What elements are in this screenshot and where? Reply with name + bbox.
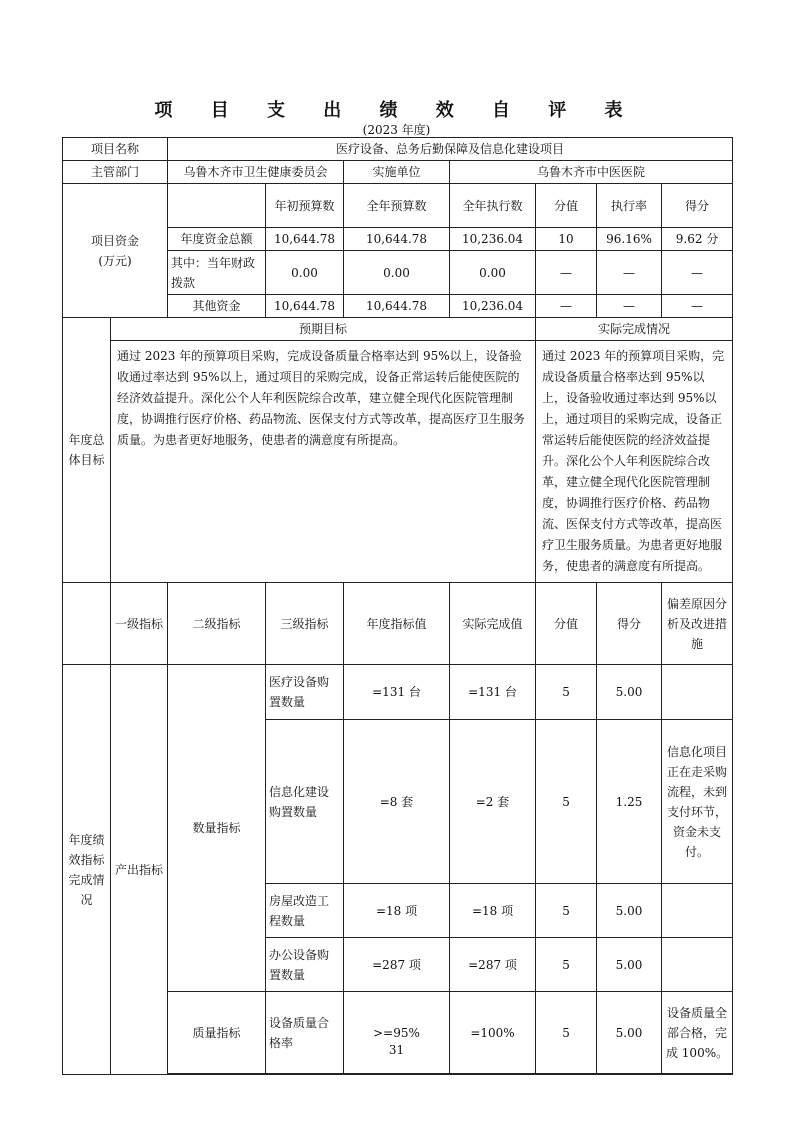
funds-cell: 10,644.78 — [266, 228, 344, 251]
funds-cell: — — [662, 295, 733, 318]
score: 1.25 — [597, 720, 662, 884]
funds-cell: 0.00 — [344, 251, 450, 295]
target-value: =287 项 — [344, 938, 450, 992]
actual-goal-header: 实际完成情况 — [536, 318, 733, 341]
expected-goal-header: 预期目标 — [111, 318, 536, 341]
funds-cell: — — [536, 295, 597, 318]
funds-cell: 10 — [536, 228, 597, 251]
table-bottom-spacer — [168, 1074, 733, 1075]
score-value: 5 — [536, 665, 597, 720]
target-value: =8 套 — [344, 720, 450, 884]
actual-value: =18 项 — [450, 884, 536, 938]
funds-header: 执行率 — [597, 184, 662, 228]
deviation-note — [662, 665, 733, 720]
funds-cell: — — [536, 251, 597, 295]
self-evaluation-table — [62, 137, 733, 1075]
funds-cell: 10,644.78 — [266, 295, 344, 318]
target-value: =131 台 — [344, 665, 450, 720]
indicator-header: 分值 — [536, 583, 597, 665]
level2-indicator: 质量指标 — [168, 992, 266, 1074]
funds-header: 得分 — [662, 184, 733, 228]
deviation-note — [662, 938, 733, 992]
indicator-section-label: 年度绩效指标完成情况 — [63, 665, 111, 1075]
funds-cell: — — [597, 251, 662, 295]
unit-value: 乌鲁木齐市中医医院 — [450, 161, 733, 184]
indicator-header: 年度指标值 — [344, 583, 450, 665]
funds-cell: 10,644.78 — [344, 295, 450, 318]
indicator-header: 三级指标 — [266, 583, 344, 665]
funds-cell: — — [662, 251, 733, 295]
level3-indicator: 房屋改造工程数量 — [266, 884, 344, 938]
actual-value: =100% — [450, 992, 536, 1074]
level3-indicator: 设备质量合格率 — [266, 992, 344, 1074]
funds-cell: 0.00 — [266, 251, 344, 295]
score: 5.00 — [597, 992, 662, 1074]
indicator-header: 实际完成值 — [450, 583, 536, 665]
level2-indicator: 数量指标 — [168, 665, 266, 992]
score: 5.00 — [597, 938, 662, 992]
target-value: >=95% — [344, 992, 450, 1074]
target-value: =18 项 — [344, 884, 450, 938]
funds-cell: 10,644.78 — [344, 228, 450, 251]
project-name-label: 项目名称 — [63, 138, 168, 161]
actual-goal-text: 通过 2023 年的预算项目采购，完成设备质量合格率达到 95%以上，设备验收通过率达到 95%以上，通过项目的采购完成，设备正常运转后能使医院的经济效益提升。深化公个人年利医院综合改革，建立健全现代化医院管理制度，协调推行医疗价格、药品物流、医保支付方式等改革，提高医疗卫生服务质量。为患者更好地服务，使患者的满意度有所提高。 — [536, 341, 733, 583]
indicator-header: 一级指标 — [111, 583, 168, 665]
expected-goal-text: 通过 2023 年的预算项目采购，完成设备质量合格率达到 95%以上，设备验收通过率达到 95%以上，通过项目的采购完成，设备正常运转后能使医院的经济效益提升。深化公个人年利医院综合改革，建立健全现代化医院管理制度，协调推行医疗价格、药品物流、医保支付方式等改革，提高医疗卫生服务质量。为患者更好地服务，使患者的满意度有所提高。 — [111, 341, 536, 583]
funds-cell: 0.00 — [450, 251, 536, 295]
actual-value: =287 项 — [450, 938, 536, 992]
funds-header: 全年预算数 — [344, 184, 450, 228]
funds-cell: 10,236.04 — [450, 228, 536, 251]
project-name: 医疗设备、总务后勤保障及信息化建设项目 — [168, 138, 733, 161]
actual-value: =131 台 — [450, 665, 536, 720]
score-value: 5 — [536, 992, 597, 1074]
funds-header-blank — [168, 184, 266, 228]
funds-row-name: 其他资金 — [168, 295, 266, 318]
score-value: 5 — [536, 938, 597, 992]
funds-cell: 9.62 分 — [662, 228, 733, 251]
deviation-note — [662, 884, 733, 938]
level3-indicator: 医疗设备购置数量 — [266, 665, 344, 720]
funds-cell: 96.16% — [597, 228, 662, 251]
page-subtitle: (2023 年度) — [362, 123, 431, 137]
level3-indicator: 信息化建设购置数量 — [266, 720, 344, 884]
score: 5.00 — [597, 665, 662, 720]
funds-label: 项目资金 (万元) — [63, 184, 168, 318]
funds-header: 全年执行数 — [450, 184, 536, 228]
funds-cell: — — [597, 295, 662, 318]
dept-label: 主管部门 — [63, 161, 168, 184]
score-value: 5 — [536, 884, 597, 938]
indicator-header: 得分 — [597, 583, 662, 665]
page-number: 31 — [388, 1043, 405, 1057]
indicator-header: 偏差原因分析及改进措施 — [662, 583, 733, 665]
score-value: 5 — [536, 720, 597, 884]
page-title: 项 目 支 出 绩 效 自 评 表 — [154, 100, 639, 121]
deviation-note: 设备质量全部合格，完成 100%。 — [662, 992, 733, 1074]
indicator-header: 二级指标 — [168, 583, 266, 665]
level3-indicator: 办公设备购置数量 — [266, 938, 344, 992]
funds-header: 年初预算数 — [266, 184, 344, 228]
funds-row-name: 其中：当年财政拨款 — [168, 251, 266, 295]
score: 5.00 — [597, 884, 662, 938]
dept-value: 乌鲁木齐市卫生健康委员会 — [168, 161, 344, 184]
deviation-note: 信息化项目正在走采购流程，未到支付环节，资金未支付。 — [662, 720, 733, 884]
level1-indicator: 产出指标 — [111, 665, 168, 1075]
unit-label: 实施单位 — [344, 161, 450, 184]
goals-label: 年度总体目标 — [63, 318, 111, 583]
funds-row-name: 年度资金总额 — [168, 228, 266, 251]
indicator-header-blank — [63, 583, 111, 665]
funds-header: 分值 — [536, 184, 597, 228]
actual-value: =2 套 — [450, 720, 536, 884]
funds-cell: 10,236.04 — [450, 295, 536, 318]
